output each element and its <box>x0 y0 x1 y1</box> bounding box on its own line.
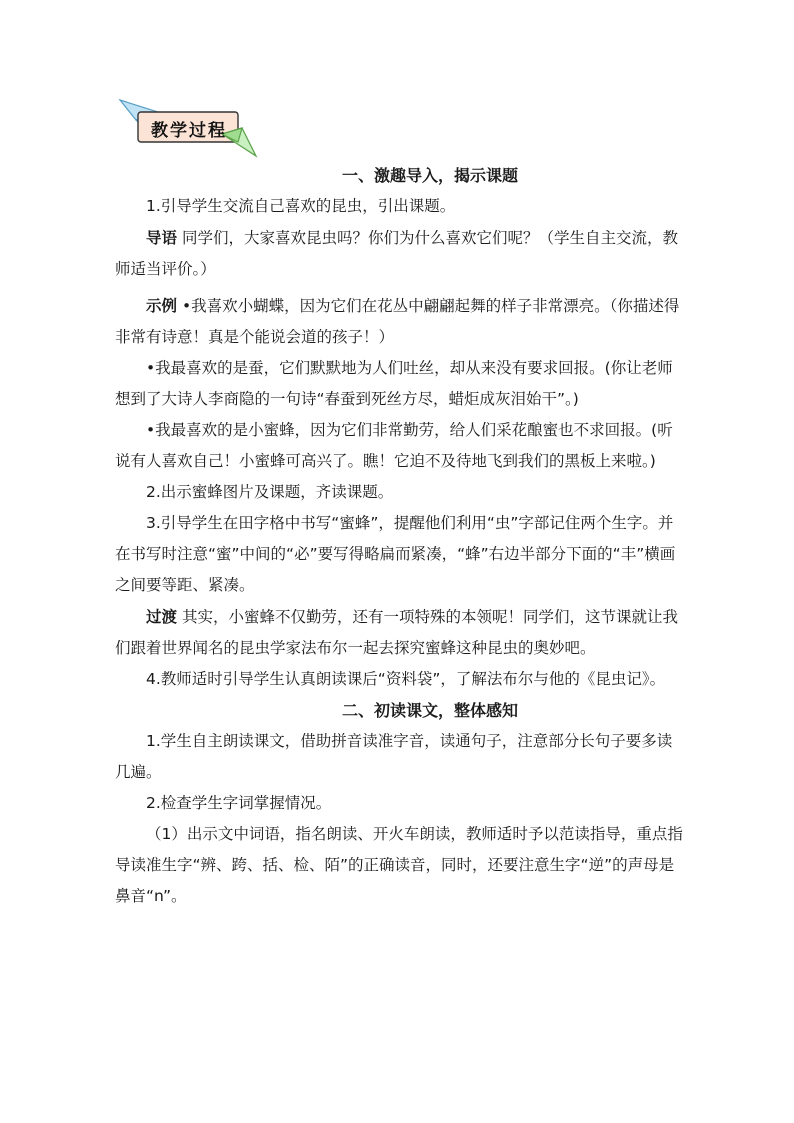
paragraph-text: •我喜欢小蝴蝶，因为它们在花丛中翩翩起舞的样子非常漂亮。（你描述得非常有诗意！真是个能说会道的孩子！） <box>115 297 680 346</box>
paragraph <box>115 601 685 664</box>
paragraph <box>115 290 685 353</box>
paragraph <box>115 477 685 508</box>
paragraph <box>115 508 685 601</box>
paragraph <box>115 819 685 912</box>
paragraph-text: 3.引导学生在田字格中书写“蜜蜂”，提醒他们利用“虫”字部记住两个生字。并在书写时注意“蜜”中间的“必”要写得略扁而紧凑，“蜂”右边半部分下面的“丰”横画之间要等距、紧凑。 <box>115 514 676 594</box>
paragraph <box>115 191 685 222</box>
paragraph <box>115 788 685 819</box>
paragraph-tag: 导语 <box>146 228 178 247</box>
paragraph <box>115 726 685 788</box>
paragraph-text: 4.教师适时引导学生认真朗读课后“资料袋”，了解法布尔与他的《昆虫记》。 <box>146 670 666 688</box>
section-heading: 一、激趣导入，揭示课题 <box>341 166 518 185</box>
paragraph-text: 1.学生自主朗读课文，借助拼音读准字音，读通句子，注意部分长句子要多读几遍。 <box>115 732 673 781</box>
paragraph-text: 其实，小蜜蜂不仅勤劳，还有一项特殊的本领呢！同学们，这节课就让我们跟着世界闻名的昆虫学家法布尔一起去探究蜜蜂这种昆虫的奥妙吧。 <box>115 608 678 657</box>
paragraph-text: •我最喜欢的是蚕，它们默默地为人们吐丝，却从来没有要求回报。(你让老师想到了大诗人李商隐的一句诗“春蚕到死丝方尽，蜡炬成灰泪始干”。) <box>115 359 673 408</box>
section-badge <box>118 98 260 160</box>
paragraph <box>115 415 685 477</box>
paragraph-text: 2.检查学生字词掌握情况。 <box>146 794 332 812</box>
paragraph-text: 1.引导学生交流自己喜欢的昆虫，引出课题。 <box>146 197 456 215</box>
paragraph <box>115 222 685 285</box>
paragraph-text: 同学们，大家喜欢昆虫吗？你们为什么喜欢它们呢？（学生自主交流，教师适当评价。） <box>115 229 678 278</box>
paragraph-text: •我最喜欢的是小蜜蜂，因为它们非常勤劳，给人们采花酿蜜也不求回报。(听说有人喜欢自己！小蜜蜂可高兴了。瞧！它迫不及待地飞到我们的黑板上来啦。) <box>115 421 673 470</box>
section-heading: 二、初读课文，整体感知 <box>341 701 518 720</box>
paragraph <box>115 353 685 415</box>
badge-label: 教学过程 <box>151 120 227 141</box>
paragraph-text: 2.出示蜜蜂图片及课题，齐读课题。 <box>146 483 394 501</box>
paragraph-tag: 过渡 <box>146 607 178 626</box>
paragraph <box>115 664 685 695</box>
lesson-content <box>115 160 685 912</box>
paragraph-text: （1）出示文中词语，指名朗读、开火车朗读，教师适时予以范读指导，重点指导读准生字“辨、跨、括、检、陌”的正确读音，同时，还要注意生字“逆”的声母是鼻音“n”。 <box>115 825 683 905</box>
paragraph-tag: 示例 <box>146 296 178 315</box>
